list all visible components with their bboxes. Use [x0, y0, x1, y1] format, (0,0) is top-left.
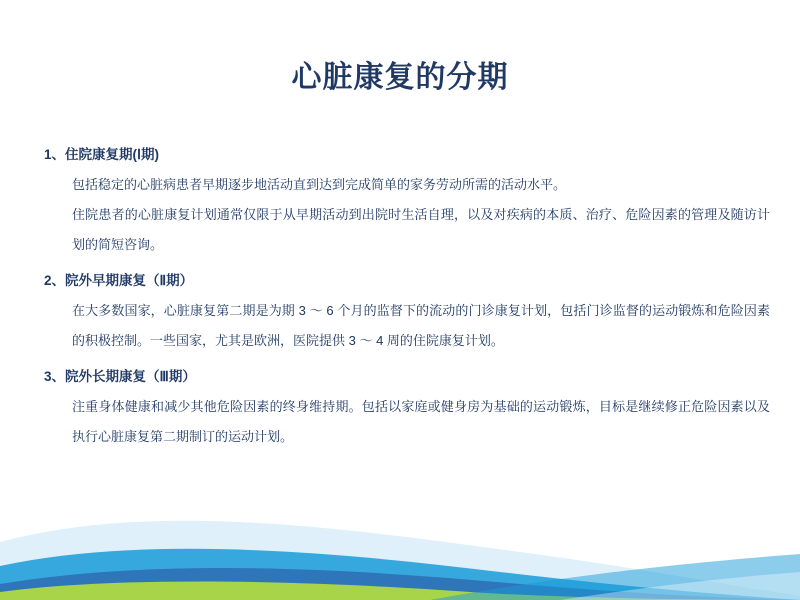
section-body — [40, 392, 770, 452]
section-paragraph: 在大多数国家，心脏康复第二期是为期 3 ～ 6 个月的监督下的流动的门诊康复计划，包括门诊监督的运动锻炼和危险因素的积极控制。一些国家，尤其是欧洲，医院提供 3 ～ 4 周的住院康复计划。 — [72, 303, 770, 348]
section-body — [40, 170, 770, 260]
slide-content — [40, 140, 770, 458]
section-stage-3 — [40, 362, 770, 452]
section-heading: 2、院外早期康复（Ⅱ期） — [44, 273, 194, 288]
section-heading: 3、院外长期康复（Ⅲ期） — [44, 369, 196, 384]
section-paragraph: 注重身体健康和减少其他危险因素的终身维持期。包括以家庭或健身房为基础的运动锻炼，目标是继续修正危险因素以及执行心脏康复第二期制订的运动计划。 — [72, 399, 770, 444]
section-body — [40, 296, 770, 356]
section-stage-2 — [40, 266, 770, 356]
decorative-wave-graphic — [0, 480, 800, 600]
section-heading: 1、住院康复期(Ⅰ期) — [44, 147, 159, 162]
section-stage-1 — [40, 140, 770, 260]
page-title: 心脏康复的分期 — [291, 61, 509, 94]
section-paragraph: 包括稳定的心脏病患者早期逐步地活动直到达到完成简单的家务劳动所需的活动水平。 — [72, 177, 567, 192]
section-paragraph: 住院患者的心脏康复计划通常仅限于从早期活动到出院时生活自理，以及对疾病的本质、治疗、危险因素的管理及随访计划的简短咨询。 — [72, 207, 770, 252]
